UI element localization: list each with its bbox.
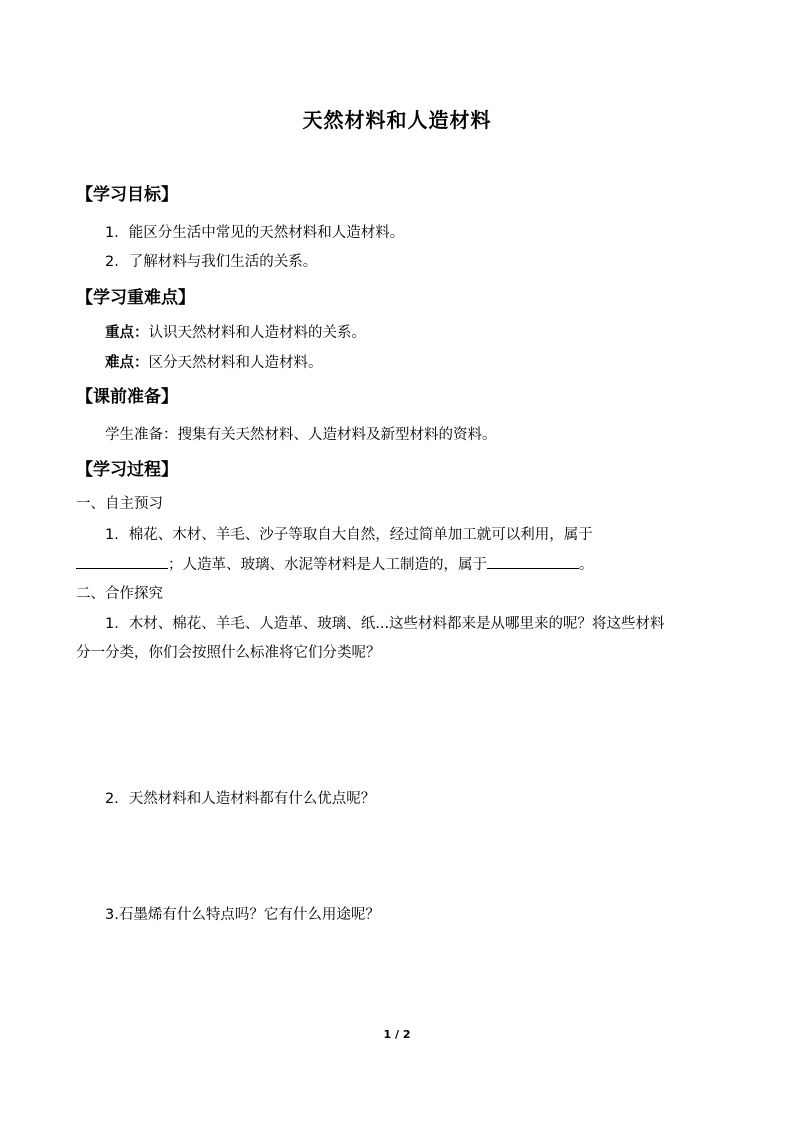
- section1-title: 一、自主预习: [76, 496, 163, 512]
- difficulty-line: [105, 351, 323, 372]
- difficulty-label: 难点：: [105, 355, 149, 371]
- preparation-heading: 【课前准备】: [76, 387, 178, 407]
- focus-text: 认识天然材料和人造材料的关系。: [148, 325, 366, 341]
- section2-q2: 2．天然材料和人造材料都有什么优点呢？: [105, 791, 376, 807]
- section1-q1-mid: ；人造革、玻璃、水泥等材料是人工制造的，属于: [168, 557, 487, 573]
- objective-item-1: 1．能区分生活中常见的天然材料和人造材料。: [105, 225, 405, 241]
- fill-blank-1[interactable]: [76, 554, 168, 569]
- section1-q1-end: 。: [579, 557, 594, 573]
- section2-q3: 3.石墨烯有什么特点吗？它有什么用途呢？: [105, 907, 380, 923]
- objective-item-2: 2．了解材料与我们生活的关系。: [105, 254, 318, 270]
- section2-q1-line1: 1．木材、棉花、羊毛、人造革、玻璃、纸...这些材料都来是从哪里来的呢？将这些材料: [105, 616, 665, 632]
- process-heading: 【学习过程】: [76, 460, 178, 480]
- section1-q1-line2: [76, 553, 594, 574]
- section1-q1-line1: 1．棉花、木材、羊毛、沙子等取自大自然，经过简单加工就可以利用，属于: [105, 527, 593, 543]
- section2-title: 二、合作探究: [76, 586, 163, 602]
- page-number: 1 / 2: [383, 1028, 411, 1041]
- preparation-text: 学生准备：搜集有关天然材料、人造材料及新型材料的资料。: [105, 427, 497, 443]
- difficulty-text: 区分天然材料和人造材料。: [148, 355, 323, 371]
- focus-line: [105, 321, 366, 342]
- fill-blank-2[interactable]: [487, 554, 579, 569]
- key-points-heading: 【学习重难点】: [76, 288, 195, 308]
- objectives-heading: 【学习目标】: [76, 185, 178, 205]
- document-title: 天然材料和人造材料: [302, 108, 492, 132]
- focus-label: 重点：: [105, 325, 149, 341]
- section2-q1-line2: 分一分类，你们会按照什么标准将它们分类呢？: [76, 645, 381, 661]
